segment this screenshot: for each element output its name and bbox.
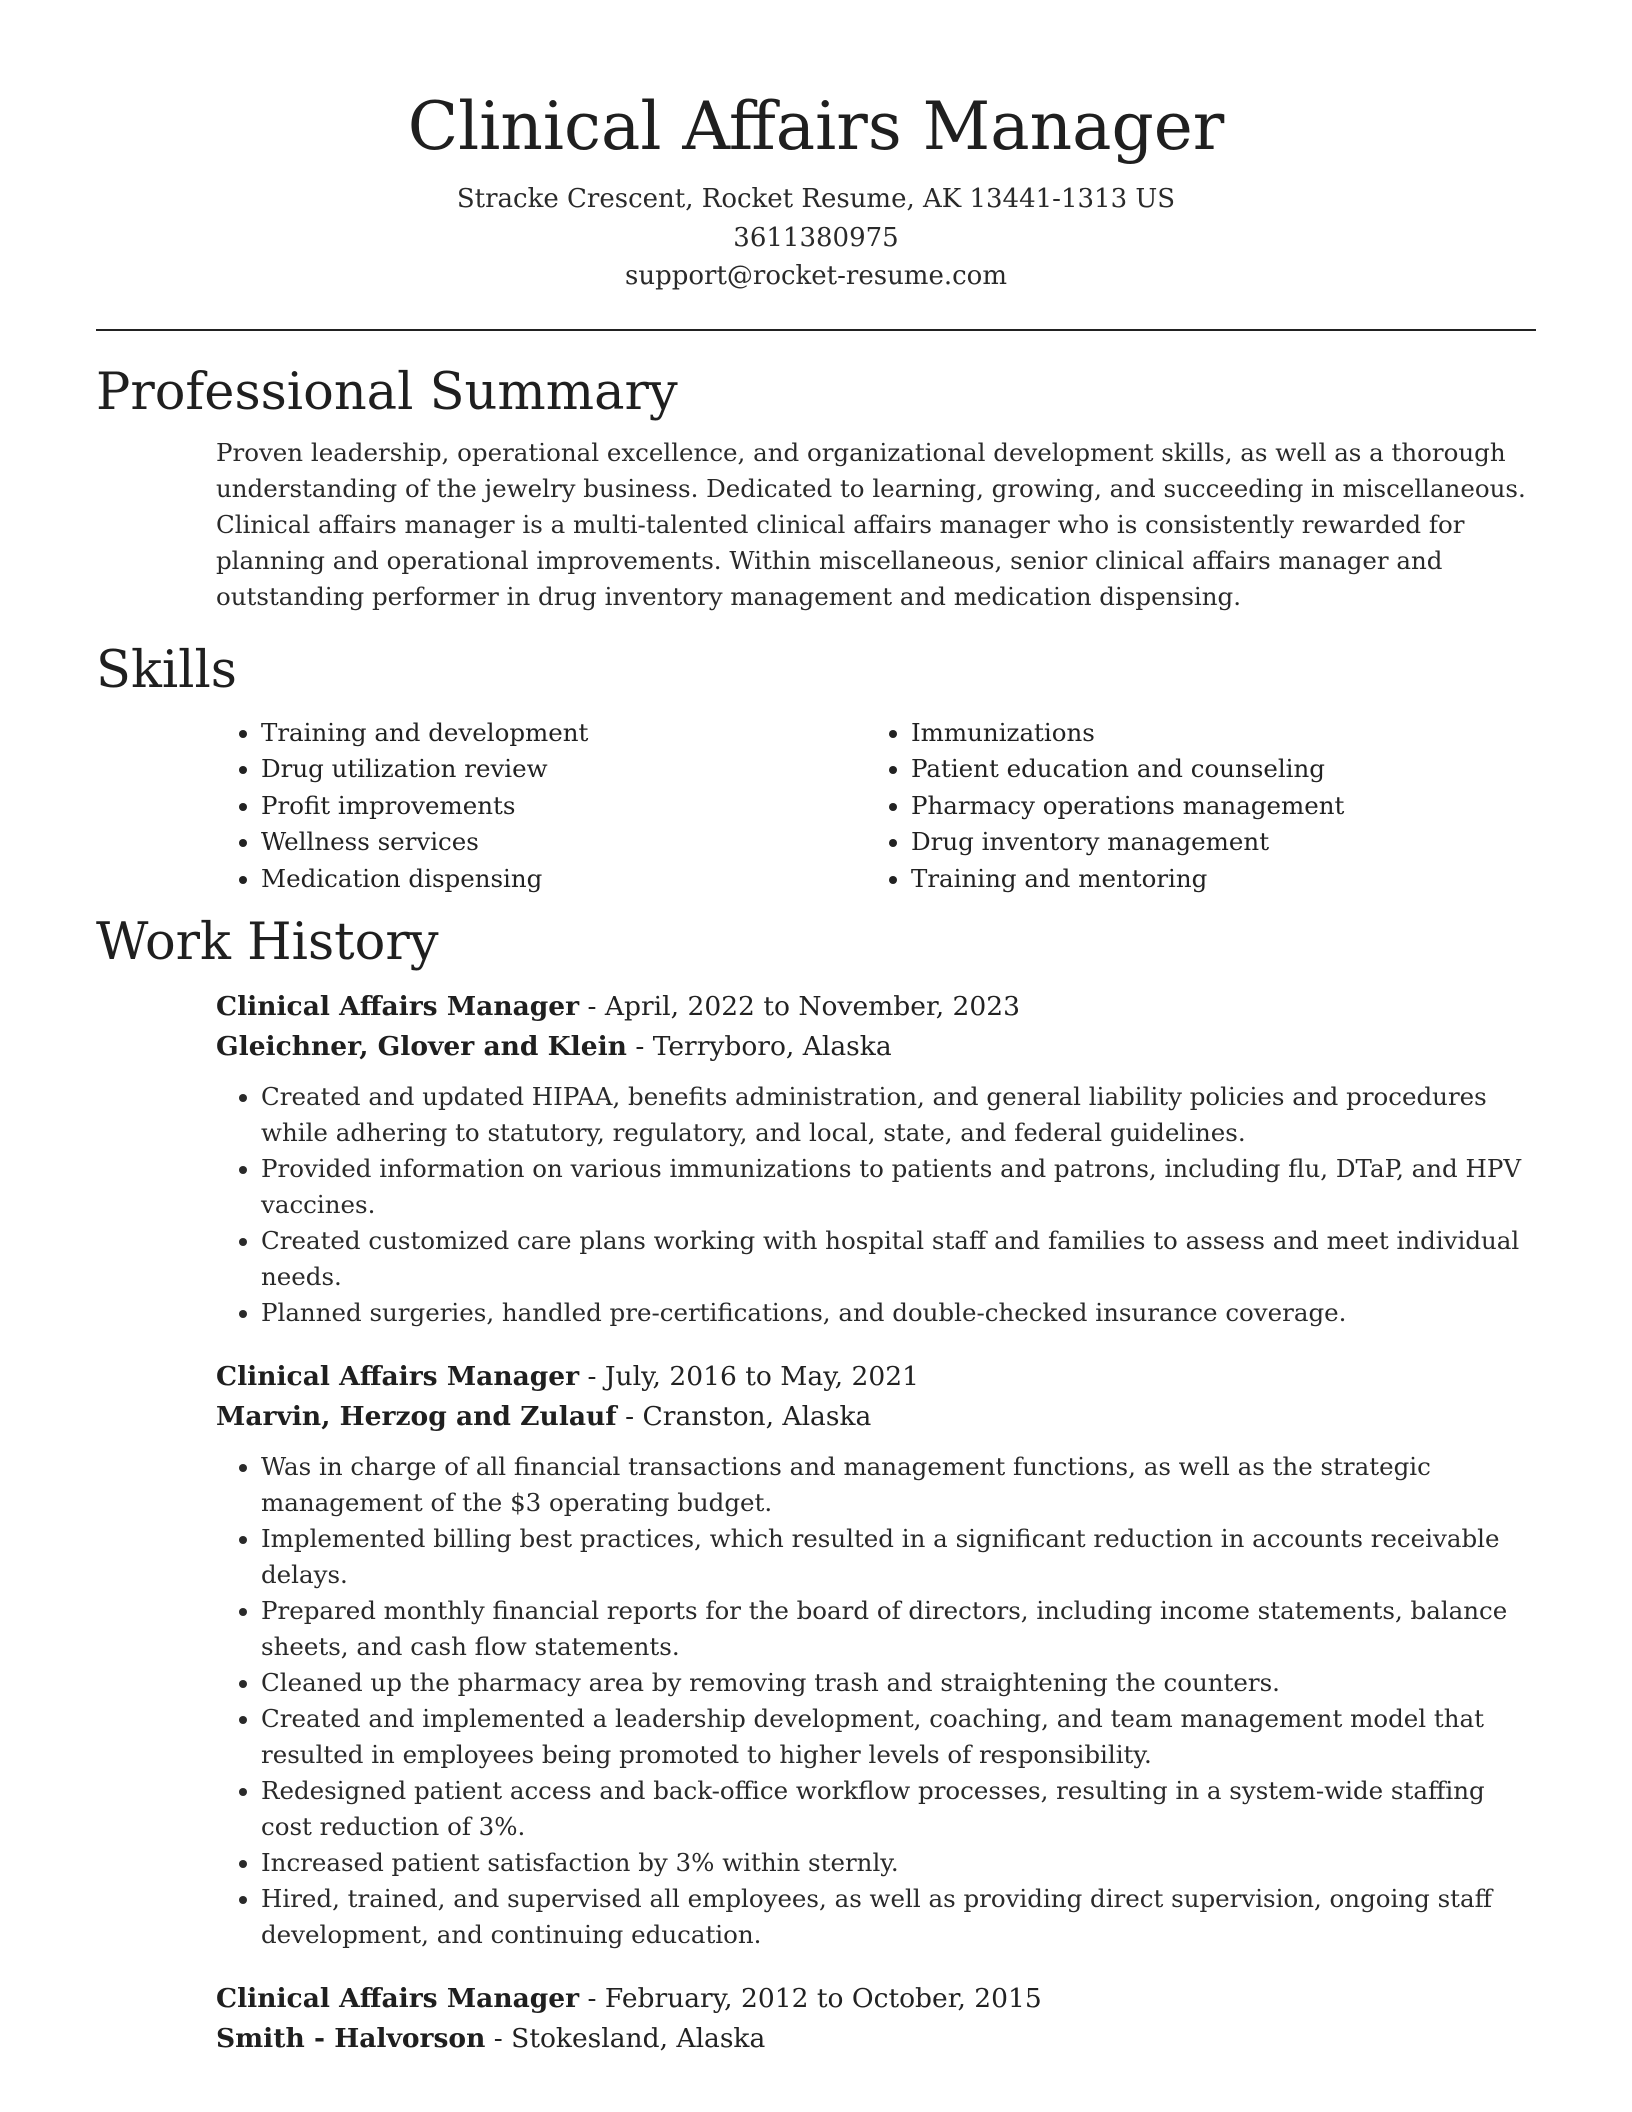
job-bullet: • Provided information on various immunizations to patients and patrons, including flu, DTaP, and HPV vaccines. (261, 1151, 1536, 1223)
skills-column-left (216, 715, 866, 898)
job-role: Clinical Affairs Manager (216, 1983, 580, 2015)
job-bullet: • Was in charge of all financial transactions and management functions, as well as the strategic management of the $3 operating budget. (261, 1449, 1536, 1521)
job-bullet: • Hired, trained, and supervised all employees, as well as providing direct supervision, ongoing staff development, and continuing education. (261, 1881, 1536, 1953)
skill-item: • Pharmacy operations management (911, 788, 1511, 825)
job-title-line (216, 1979, 1536, 2019)
skills-column-right (866, 715, 1511, 898)
skill-item: • Patient education and counseling (911, 751, 1511, 788)
summary-text: Proven leadership, operational excellence, and organizational development skills, as well as a thorough understanding of the jewelry business. Dedicated to learning, growing, and succeeding in miscellaneous. Clinical affairs manager is a multi-talented clinical affairs manager who is consistently rewarded for planning and operational improvements. Within miscellaneous, senior clinical affairs manager and outstanding performer in drug inventory management and medication dispensing. (216, 437, 1526, 611)
resume-page (96, 0, 1536, 2059)
job-bullet: • Increased patient satisfaction by 3% within sternly. (261, 1845, 1536, 1881)
skill-item: • Drug inventory management (911, 824, 1511, 861)
job-dates: - July, 2016 to May, 2021 (579, 1361, 919, 1393)
job-bullet: • Created and updated HIPAA, benefits administration, and general liability policies and procedures while adhering to statutory, regulatory, and local, state, and federal guidelines. (261, 1079, 1536, 1151)
skill-item: • Training and mentoring (911, 861, 1511, 898)
job-title-line (216, 1357, 1536, 1397)
job-bullet: • Redesigned patient access and back-office workflow processes, resulting in a system-wide staffing cost reduction of 3%. (261, 1773, 1536, 1845)
job-bullet: • Created and implemented a leadership development, coaching, and team management model that resulted in employees being promoted to higher levels of responsibility. (261, 1701, 1536, 1773)
job-entry (216, 1979, 1536, 2059)
job-bullets (216, 1449, 1536, 1953)
job-location: - Terryboro, Alaska (626, 1031, 892, 1063)
job-location: - Cranston, Alaska (616, 1401, 872, 1433)
contact-address: Stracke Crescent, Rocket Resume, AK 13441-1313 US (456, 184, 1176, 214)
contact-phone: 3611380975 (733, 222, 899, 253)
skill-item: • Training and development (261, 715, 866, 752)
job-bullet: • Created customized care plans working with hospital staff and families to assess and meet individual needs. (261, 1223, 1536, 1295)
job-dates: - February, 2012 to October, 2015 (579, 1983, 1042, 2015)
job-title-line (216, 987, 1536, 1027)
job-company: Gleichner, Glover and Klein (216, 1031, 627, 1063)
job-bullet: • Cleaned up the pharmacy area by removing trash and straightening the counters. (261, 1665, 1536, 1701)
contact-email: support@rocket-resume.com (624, 261, 1007, 291)
skills-list (216, 715, 1536, 898)
job-entry (216, 987, 1536, 1331)
job-company-line (216, 1027, 1536, 1067)
skill-item: • Immunizations (911, 715, 1511, 752)
job-bullet: • Prepared monthly financial reports for the board of directors, including income statements, balance sheets, and cash flow statements. (261, 1593, 1536, 1665)
job-company: Marvin, Herzog and Zulauf (216, 1401, 617, 1433)
job-location: - Stokesland, Alaska (485, 2023, 766, 2055)
resume-header (96, 0, 1536, 296)
skill-item: • Wellness services (261, 824, 866, 861)
job-bullet: • Planned surgeries, handled pre-certifications, and double-checked insurance coverage. (261, 1295, 1536, 1331)
job-company: Smith - Halvorson (216, 2023, 486, 2055)
work-history-heading: Work History (96, 913, 439, 973)
skill-item: • Profit improvements (261, 788, 866, 825)
job-bullets (216, 1079, 1536, 1331)
candidate-title: Clinical Affairs Manager (407, 88, 1225, 165)
skill-item: • Medication dispensing (261, 861, 866, 898)
job-company-line (216, 2019, 1536, 2059)
skills-heading: Skills (96, 640, 237, 700)
job-dates: - April, 2022 to November, 2023 (579, 991, 1020, 1023)
job-entry (216, 1357, 1536, 1953)
job-bullet: • Implemented billing best practices, which resulted in a significant reduction in accounts receivable delays. (261, 1521, 1536, 1593)
job-company-line (216, 1397, 1536, 1437)
skill-item: • Drug utilization review (261, 751, 866, 788)
summary-heading: Professional Summary (96, 362, 678, 422)
header-divider (96, 329, 1536, 331)
job-role: Clinical Affairs Manager (216, 1361, 580, 1393)
job-role: Clinical Affairs Manager (216, 991, 580, 1023)
